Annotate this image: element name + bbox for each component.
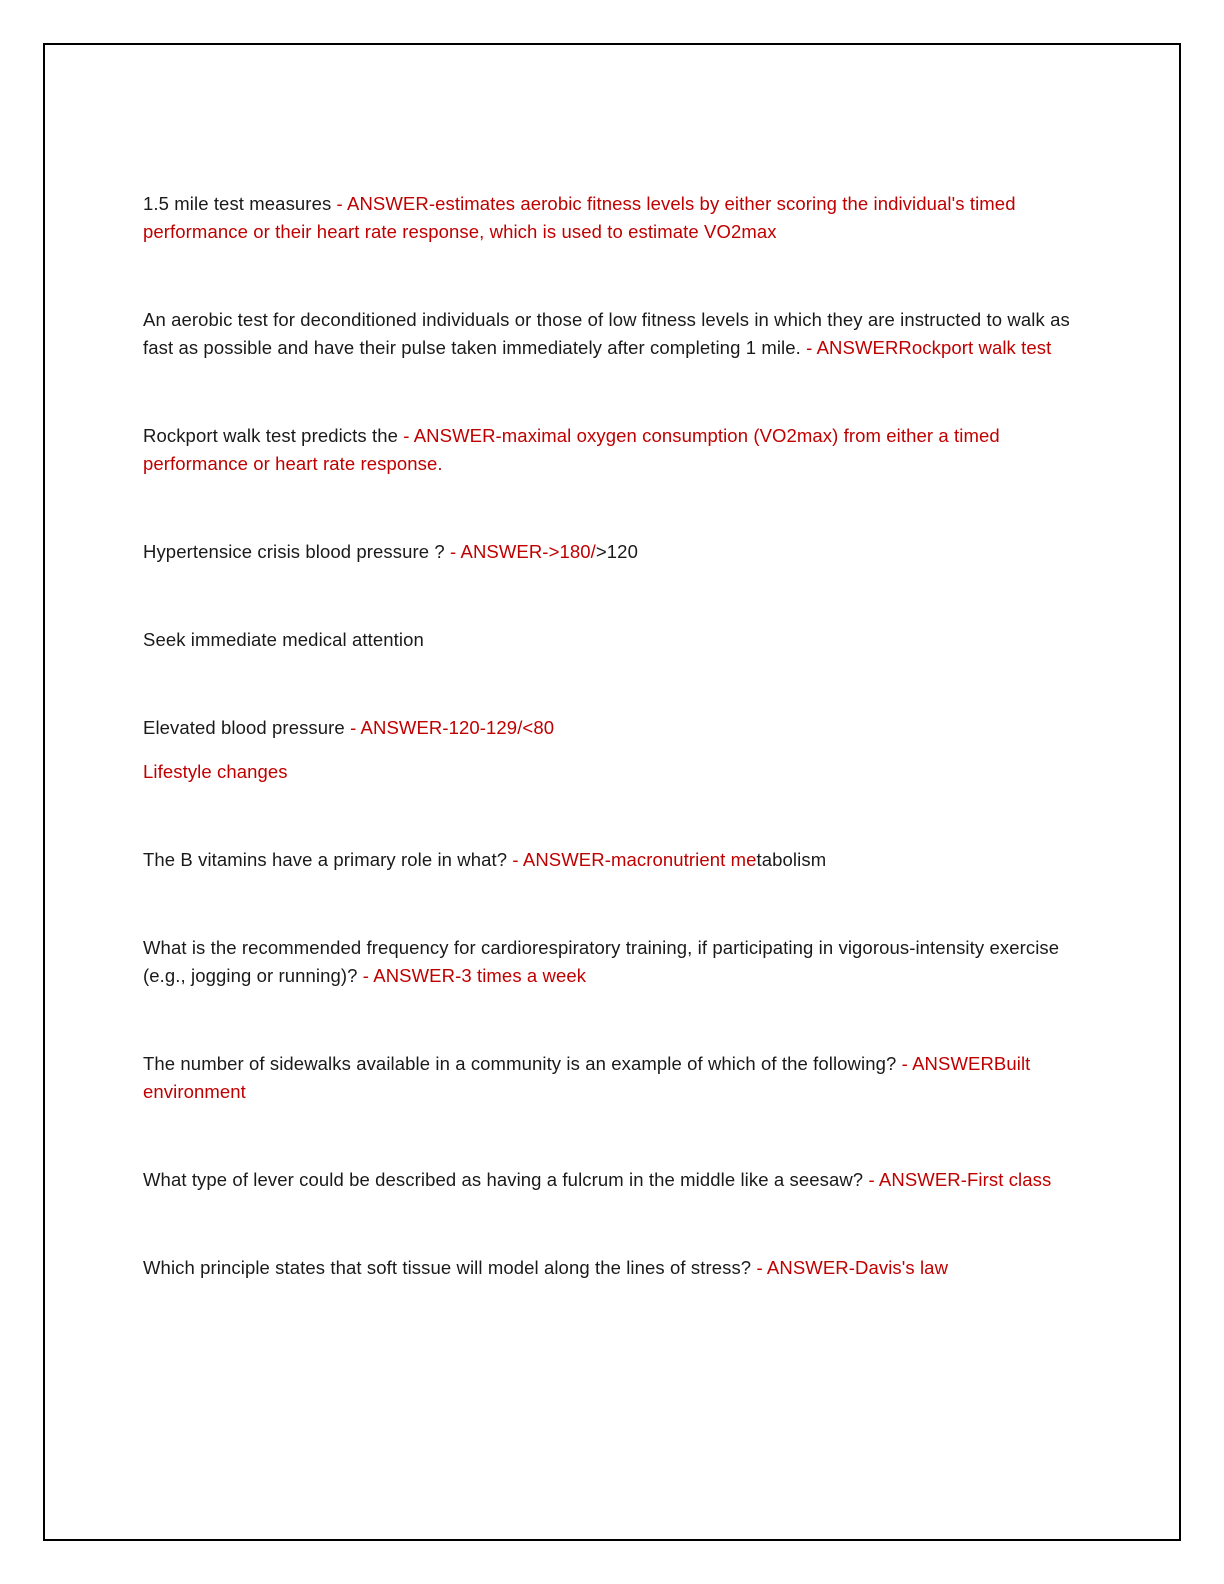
answer-text: - ANSWER-3 times a week [362, 965, 587, 986]
question-text: 1.5 mile test measures [143, 193, 337, 214]
paragraph [143, 1050, 1078, 1106]
answer-text: - ANSWER-Davis's law [756, 1257, 949, 1278]
answer-text: - ANSWERBuilt environment [143, 1053, 1036, 1102]
answer-text: - ANSWERRockport walk test [806, 337, 1052, 358]
qa-block [143, 1166, 1078, 1194]
qa-block [143, 714, 1078, 786]
qa-block [143, 306, 1078, 362]
paragraph [143, 1166, 1078, 1194]
question-text: What type of lever could be described as having a fulcrum in the middle like a seesaw? [143, 1169, 869, 1190]
paragraph [143, 190, 1078, 246]
qa-block [143, 934, 1078, 990]
question-text: Seek immediate medical attention [143, 629, 424, 650]
question-text: >120 [595, 541, 638, 562]
document-body [143, 190, 1078, 1342]
answer-text: - ANSWER-estimates aerobic fitness levels by either scoring the individual's timed performance or their heart rate response, which is used to estimate VO2max [143, 193, 1021, 242]
qa-block [143, 538, 1078, 566]
question-text: Hypertensice crisis blood pressure ? [143, 541, 451, 562]
paragraph [143, 934, 1078, 990]
question-text: The B vitamins have a primary role in what? [143, 849, 513, 870]
paragraph [143, 714, 1078, 742]
qa-block [143, 626, 1078, 654]
paragraph [143, 758, 1078, 786]
paragraph [143, 306, 1078, 362]
question-text: Elevated blood pressure [143, 717, 351, 738]
paragraph [143, 626, 1078, 654]
question-text: An aerobic test for deconditioned individuals or those of low fitness levels in which they are instructed to walk as fast as possible and have their pulse taken immediately after completing 1 mile. [143, 309, 1076, 358]
question-text: The number of sidewalks available in a community is an example of which of the following? [143, 1053, 902, 1074]
question-text: What is the recommended frequency for cardiorespiratory training, if participating in vigorous-intensity exercise (e.g., jogging or running)? [143, 937, 1065, 986]
answer-text: Lifestyle changes [143, 761, 288, 782]
answer-text: - ANSWER-120-129/<80 [350, 717, 555, 738]
paragraph [143, 422, 1078, 478]
qa-block [143, 846, 1078, 874]
question-text: tabolism [756, 849, 827, 870]
question-text: Which principle states that soft tissue will model along the lines of stress? [143, 1257, 757, 1278]
qa-block [143, 1050, 1078, 1106]
qa-block [143, 190, 1078, 246]
paragraph [143, 1254, 1078, 1282]
answer-text: - ANSWER-maximal oxygen consumption (VO2max) from either a timed performance or heart rate response. [143, 425, 1006, 474]
paragraph [143, 538, 1078, 566]
paragraph [143, 846, 1078, 874]
qa-block [143, 422, 1078, 478]
answer-text: - ANSWER->180/ [450, 541, 596, 562]
answer-text: - ANSWER-First class [868, 1169, 1052, 1190]
qa-block [143, 1254, 1078, 1282]
answer-text: - ANSWER-macronutrient me [512, 849, 757, 870]
question-text: Rockport walk test predicts the [143, 425, 404, 446]
